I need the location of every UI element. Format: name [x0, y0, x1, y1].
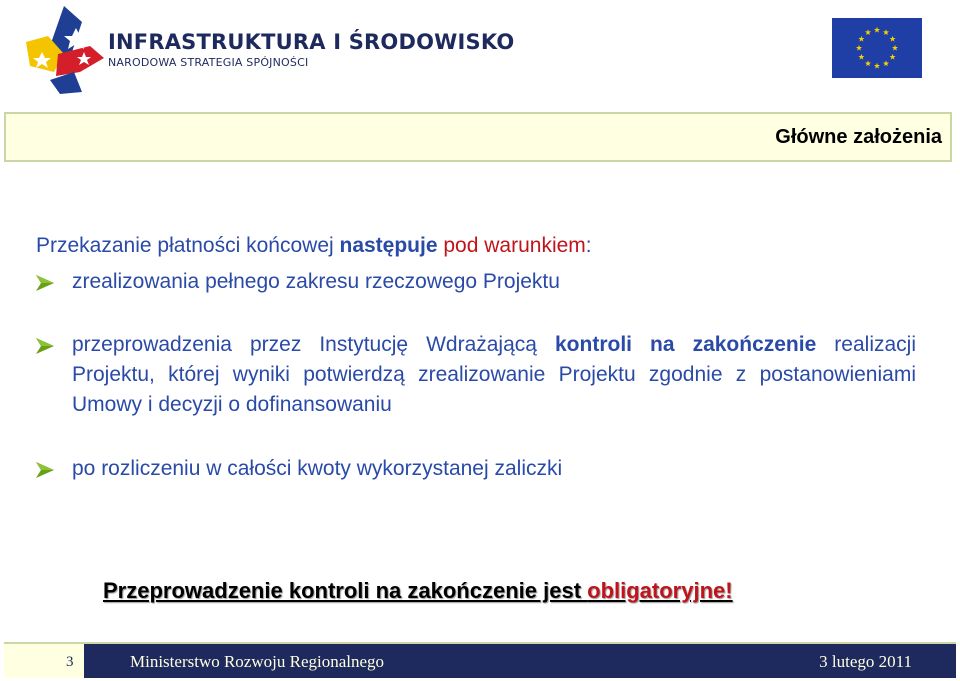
logo-subtitle: NARODOWA STRATEGIA SPÓJNOŚCI — [108, 56, 309, 69]
summary-text: Przeprowadzenie kontroli na zakończenie jest — [103, 578, 588, 603]
summary-emphasis: obligatoryjne! — [587, 578, 733, 603]
footer-organization: Ministerstwo Rozwoju Regionalnego — [130, 652, 385, 671]
title-bar — [4, 112, 952, 162]
page-number: 3 — [66, 654, 74, 670]
intro-colon: : — [585, 234, 592, 257]
bullet-item-control — [36, 330, 916, 420]
intro-emphasis: następuje — [339, 234, 438, 257]
footer-date: 3 lutego 2011 — [819, 652, 912, 671]
logo-title: INFRASTRUKTURA I ŚRODOWISKO — [108, 30, 515, 54]
bullet-item-advance — [36, 454, 916, 484]
bullet-emphasis: kontroli na zakończenie — [555, 333, 817, 356]
intro-condition: pod warunkiem — [443, 234, 586, 257]
arrowhead-bullet-icon — [36, 338, 54, 354]
bullet-item-scope — [36, 267, 916, 297]
arrowhead-bullet-icon — [36, 275, 54, 291]
slide-title: Główne założenia — [775, 126, 942, 148]
footer — [4, 642, 956, 678]
intro-part-1: Przekazanie płatności końcowej — [36, 234, 340, 257]
eu-flag-logo — [832, 18, 922, 78]
summary-statement — [103, 578, 733, 604]
arrowhead-bullet-icon — [36, 462, 54, 478]
program-logo-text — [108, 30, 514, 69]
slide-content — [36, 232, 916, 484]
intro-text — [36, 232, 916, 259]
bullet-text: po rozliczeniu w całości kwoty wykorzystanej zaliczki — [72, 457, 563, 480]
bullet-text-rest: realizacji Projektu, której wyniki potwierdzą zrealizowanie Projektu zgodnie z postanowieniami Umowy i decyzji o dofinansowaniu — [72, 333, 917, 416]
bullet-text: przeprowadzenia przez Instytucję Wdrażającą — [72, 333, 555, 356]
footer-band — [84, 644, 956, 678]
cohesion-strategy-logo — [20, 2, 110, 94]
bullet-text: zrealizowania pełnego zakresu rzeczowego Projektu — [72, 270, 560, 293]
